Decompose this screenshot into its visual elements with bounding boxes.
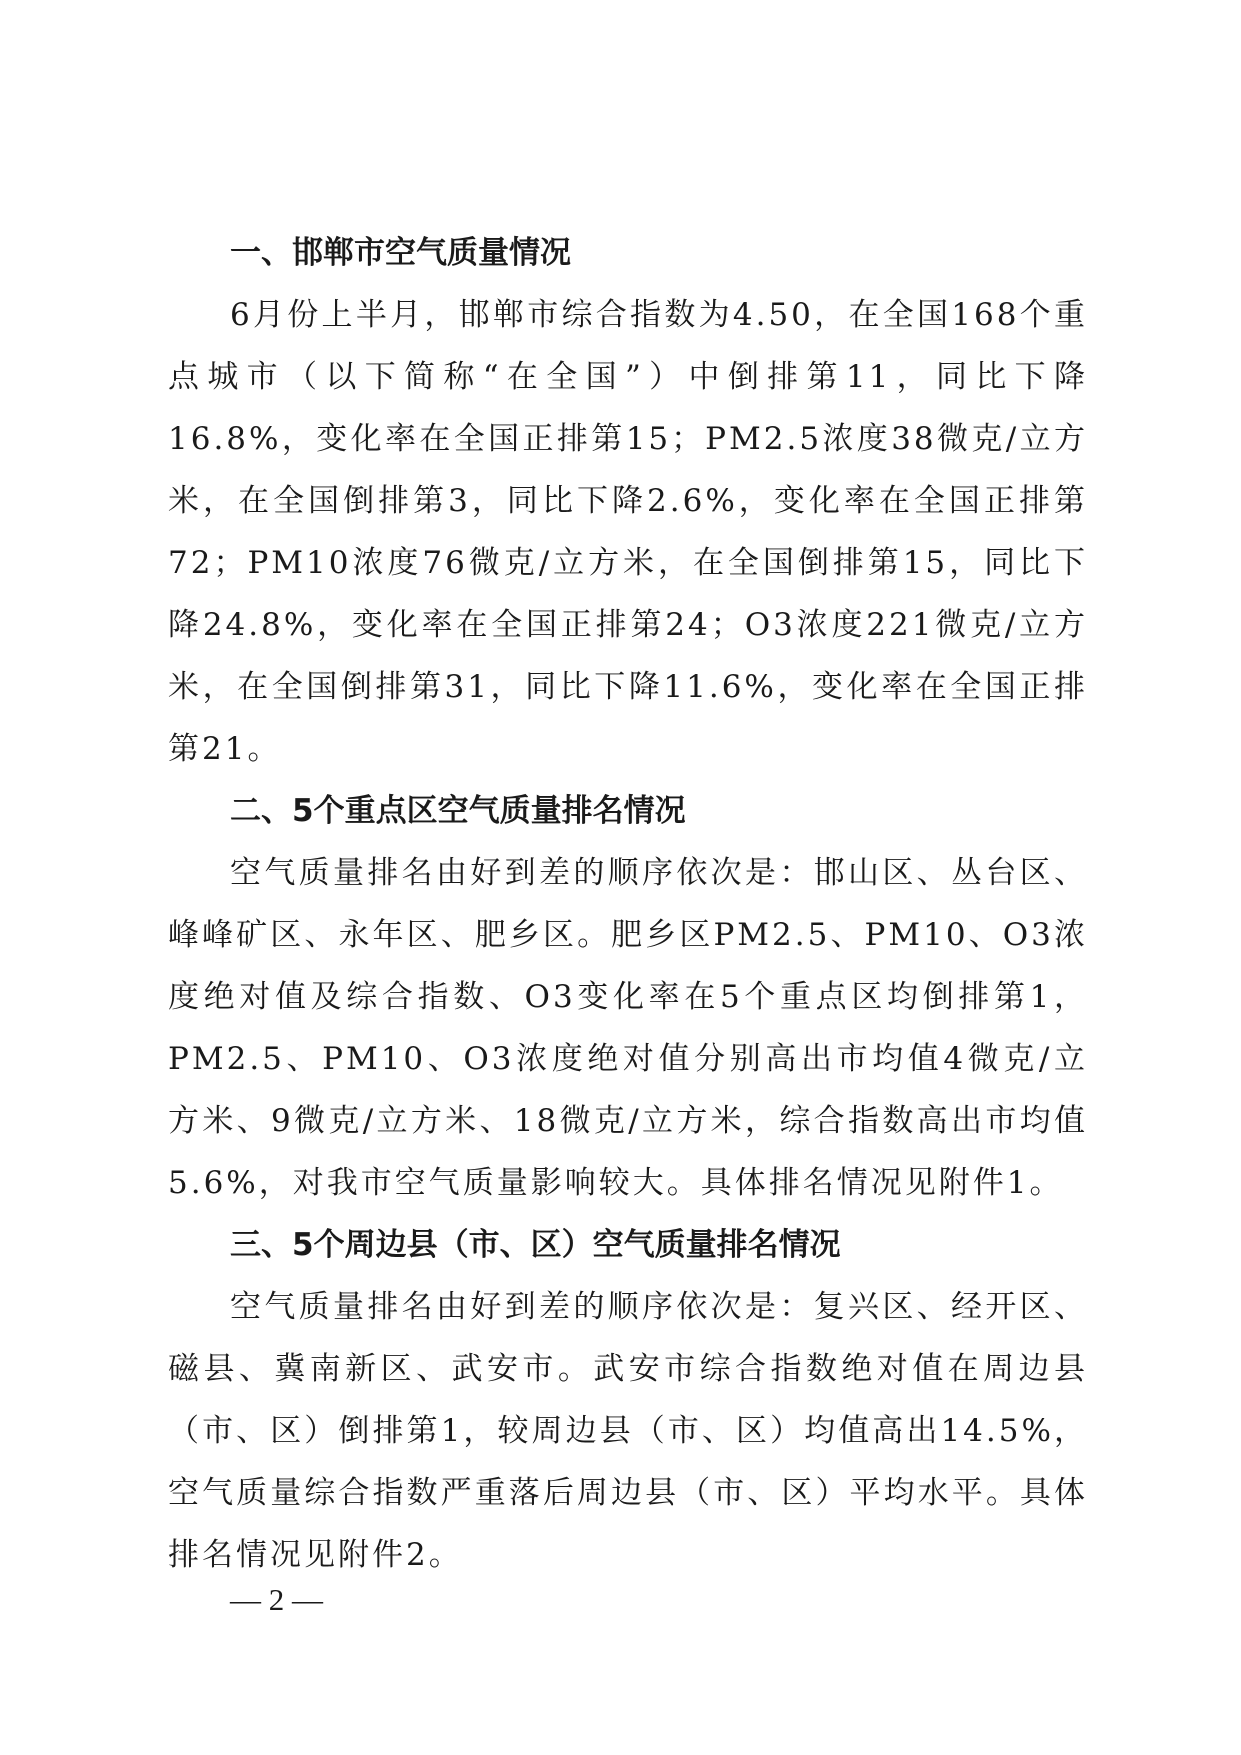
- page-number: — 2 —: [230, 1582, 323, 1617]
- section-heading-2: 二、5个重点区空气质量排名情况: [230, 793, 686, 829]
- section-paragraph-2: 空气质量排名由好到差的顺序依次是：邯山区、丛台区、峰峰矿区、永年区、肥乡区。肥乡区PM2.5、PM10、O3浓度绝对值及综合指数、O3变化率在5个重点区均倒排第1，PM2.5、PM10、O3浓度绝对值分别高出市均值4微克/立方米、9微克/立方米、18微克/立方米，综合指数高出市均值5.6%，对我市空气质量影响较大。具体排名情况见附件1。: [168, 855, 1088, 1201]
- section-heading-1: 一、邯郸市空气质量情况: [230, 235, 571, 271]
- section-paragraph-1: 6月份上半月，邯郸市综合指数为4.50，在全国168个重点城市（以下简称“在全国”）中倒排第11，同比下降16.8%，变化率在全国正排第15；PM2.5浓度38微克/立方米，在全国倒排第3，同比下降2.6%，变化率在全国正排第72；PM10浓度76微克/立方米，在全国倒排第15，同比下降24.8%，变化率在全国正排第24；O3浓度221微克/立方米，在全国倒排第31，同比下降11.6%，变化率在全国正排第21。: [168, 297, 1088, 767]
- section-heading-3: 三、5个周边县（市、区）空气质量排名情况: [230, 1227, 841, 1263]
- section-paragraph-3: 空气质量排名由好到差的顺序依次是：复兴区、经开区、磁县、冀南新区、武安市。武安市综合指数绝对值在周边县（市、区）倒排第1，较周边县（市、区）均值高出14.5%，空气质量综合指数严重落后周边县（市、区）平均水平。具体排名情况见附件2。: [168, 1289, 1088, 1573]
- document-body: [168, 222, 1088, 1586]
